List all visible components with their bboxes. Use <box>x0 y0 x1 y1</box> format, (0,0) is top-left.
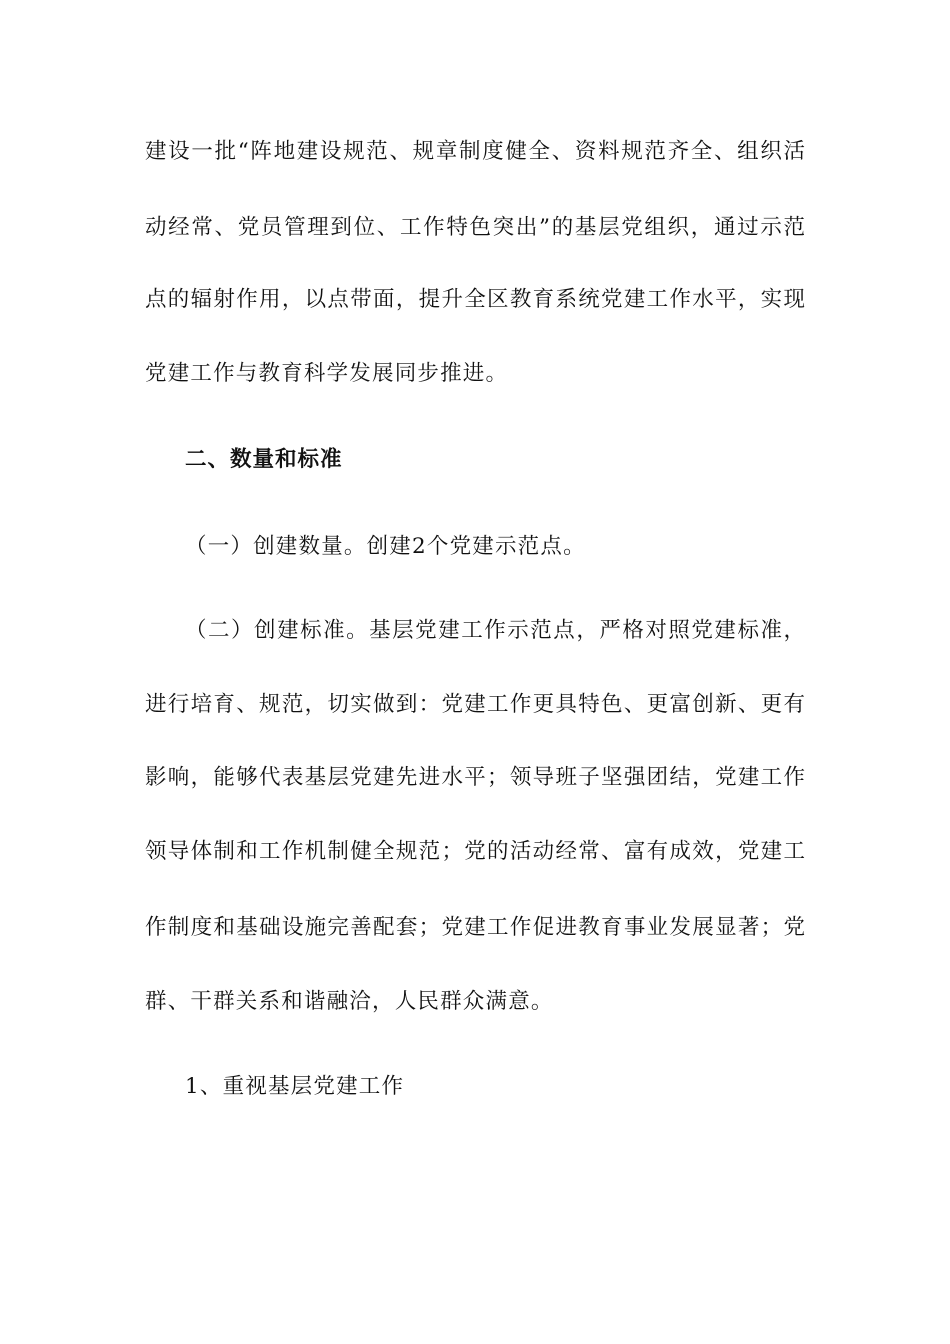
item-2-line-3: 影响，能够代表基层党建先进水平；领导班子坚强团结，党建工作 <box>145 765 805 790</box>
item-2-line-5: 作制度和基础设施完善配套；党建工作促进教育事业发展显著；党 <box>145 915 805 940</box>
item-1-quantity: （一）创建数量。创建2个党建示范点。 <box>185 534 586 559</box>
paragraph-1-line-2: 动经常、党员管理到位、工作特色突出”的基层党组织，通过示范 <box>145 215 805 240</box>
paragraph-1-line-1: 建设一批“阵地建设规范、规章制度健全、资料规范齐全、组织活 <box>145 139 805 164</box>
section-heading-quantity-standard: 二、数量和标准 <box>185 447 343 472</box>
paragraph-1-line-3: 点的辐射作用，以点带面，提升全区教育系统党建工作水平，实现 <box>145 287 805 312</box>
subheading-1: 1、重视基层党建工作 <box>185 1074 405 1099</box>
item-2-line-4: 领导体制和工作机制健全规范；党的活动经常、富有成效，党建工 <box>145 839 805 864</box>
item-2-line-2: 进行培育、规范，切实做到：党建工作更具特色、更富创新、更有 <box>145 692 805 717</box>
item-2-line-1: （二）创建标准。基层党建工作示范点，严格对照党建标准， <box>185 618 805 643</box>
paragraph-1-line-4: 党建工作与教育科学发展同步推进。 <box>145 361 509 386</box>
item-2-line-6: 群、干群关系和谐融洽，人民群众满意。 <box>145 989 554 1014</box>
